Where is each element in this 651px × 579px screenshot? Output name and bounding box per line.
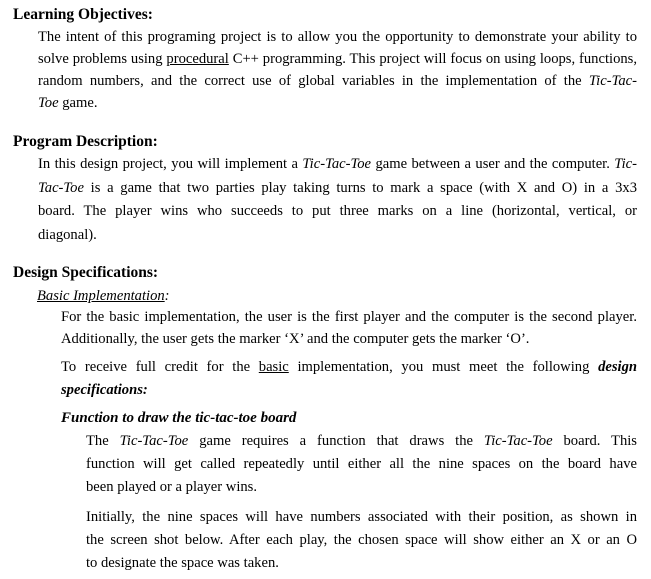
text-run: To receive full credit for the: [61, 359, 259, 375]
text-line: [38, 70, 637, 92]
italic-term: Tic-: [614, 156, 637, 172]
italic-term: Tic-Tac-: [588, 73, 637, 89]
text-run: C++ programming. This project will focus on using loops, functions,: [228, 51, 637, 67]
text-run: solve problems using: [38, 51, 167, 67]
text-run: the screen shot below. After each play, the chosen space will show either an X or an O: [86, 532, 637, 548]
text-line: [61, 306, 637, 328]
text-line: [86, 552, 637, 575]
text-line: [61, 379, 637, 402]
italic-term: Tic-Tac-Toe: [119, 433, 189, 449]
heading-program-description: Program Description:: [13, 133, 158, 150]
text-run: The: [86, 433, 120, 449]
text-run: random numbers, and the correct use of global variables in the implementation of the: [38, 73, 589, 89]
text-line: [86, 529, 637, 552]
text-line: [86, 430, 637, 453]
text-run: board. This: [552, 433, 637, 449]
bold-italic-term: design: [598, 359, 637, 375]
subheading-text: Basic Implementation: [37, 288, 165, 304]
heading-design-specifications: Design Specifications:: [13, 264, 159, 281]
text-run: diagonal).: [38, 226, 97, 243]
subheading-colon: :: [164, 288, 170, 304]
italic-term: Tic-Tac-Toe: [483, 433, 553, 449]
italic-term: Toe: [38, 95, 59, 111]
text-run: game.: [58, 95, 98, 111]
text-line: [38, 26, 637, 48]
text-run: In this design project, you will implement a: [38, 156, 303, 172]
text-run: board. The player wins who succeeds to put three marks on a line (horizontal, vertical, or: [38, 203, 637, 219]
text-run: is a game that two parties play taking turns to mark a space (with X and O) in a 3x3: [83, 179, 637, 196]
text-run: For the basic implementation, the user is the first player and the computer is the second player.: [61, 309, 637, 325]
text-run: function will get called repeatedly until either all the nine spaces on the board have: [86, 456, 637, 472]
subheading-basic-implementation: [37, 285, 170, 307]
underlined-term-basic: basic: [258, 359, 289, 375]
text-run: Initially, the nine spaces will have numbers associated with their position, as shown in: [86, 509, 637, 525]
text-line: [61, 356, 637, 379]
text-run: been played or a player wins.: [86, 479, 258, 495]
text-line: [61, 328, 637, 350]
text-line: [38, 153, 637, 177]
text-line: [38, 224, 637, 248]
function-description-paragraph: [86, 430, 637, 499]
italic-term: Tic-Tac-Toe: [302, 156, 372, 172]
initial-spaces-paragraph: [86, 506, 637, 575]
text-line: [38, 200, 637, 224]
text-run: game between a user and the computer.: [371, 156, 615, 172]
text-run: The intent of this programing project is to allow you the opportunity to demonstrate your ability to: [38, 29, 637, 45]
basic-implementation-paragraph: [61, 306, 637, 350]
text-line: [86, 453, 637, 476]
text-line: [38, 48, 637, 70]
heading-function-draw-board: Function to draw the tic-tac-toe board: [61, 410, 297, 426]
text-run: to designate the space was taken.: [86, 555, 279, 571]
program-description-paragraph: [38, 153, 637, 247]
text-line: [38, 92, 637, 114]
text-line: [38, 177, 637, 201]
text-run: implementation, you must meet the following: [288, 359, 599, 375]
text-line: [86, 506, 637, 529]
text-run: Additionally, the user gets the marker ‘X’ and the computer gets the marker ‘O’.: [61, 331, 530, 347]
full-credit-paragraph: [61, 356, 637, 402]
heading-learning-objectives: Learning Objectives:: [13, 6, 153, 23]
learning-objectives-paragraph: [38, 26, 637, 114]
text-line: [86, 476, 637, 499]
underlined-term-procedural: procedural: [166, 51, 229, 67]
text-run: game requires a function that draws the: [188, 433, 484, 449]
bold-italic-term: specifications:: [61, 382, 148, 398]
italic-term: Tac-Toe: [38, 179, 84, 196]
